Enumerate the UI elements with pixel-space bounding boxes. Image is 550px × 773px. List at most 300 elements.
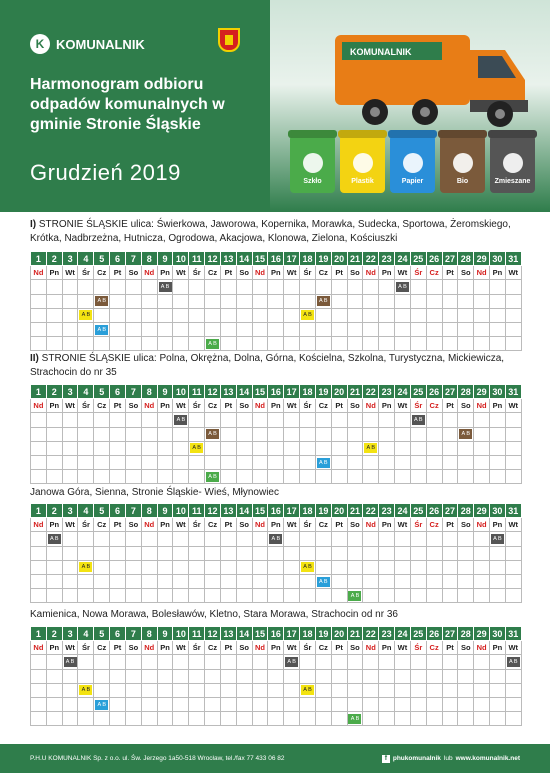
weekday: Wt bbox=[395, 518, 411, 532]
schedule-cell bbox=[252, 683, 268, 697]
schedule-cell bbox=[189, 337, 205, 351]
schedule-cell bbox=[189, 441, 205, 455]
schedule-cell bbox=[315, 322, 331, 336]
schedule-table-1 bbox=[30, 384, 522, 484]
schedule-cell bbox=[379, 712, 395, 726]
schedule-cell bbox=[410, 683, 426, 697]
weekday: Pt bbox=[331, 641, 347, 655]
pickup-tag-pl: A B bbox=[79, 310, 92, 320]
schedule-cell bbox=[62, 455, 78, 469]
day-number: 17 bbox=[284, 504, 300, 518]
pickup-tag-pl: A B bbox=[79, 562, 92, 572]
schedule-cell bbox=[220, 427, 236, 441]
schedule-cell bbox=[426, 280, 442, 294]
schedule-cell bbox=[78, 655, 94, 669]
weekday: So bbox=[347, 518, 363, 532]
weekday: Wt bbox=[62, 266, 78, 280]
schedule-cell bbox=[110, 337, 126, 351]
schedule-cell bbox=[173, 589, 189, 603]
schedule-cell bbox=[252, 441, 268, 455]
weekday: So bbox=[125, 399, 141, 413]
day-number: 21 bbox=[347, 504, 363, 518]
weekday: Pn bbox=[46, 641, 62, 655]
schedule-cell bbox=[205, 322, 221, 336]
collection-row bbox=[31, 589, 522, 603]
schedule-cell bbox=[395, 413, 411, 427]
day-number: 27 bbox=[442, 627, 458, 641]
schedule-cell bbox=[284, 294, 300, 308]
day-number: 6 bbox=[110, 252, 126, 266]
schedule-cell bbox=[474, 413, 490, 427]
weekday: Nd bbox=[363, 266, 379, 280]
schedule-cell bbox=[505, 337, 521, 351]
schedule-cell bbox=[157, 574, 173, 588]
schedule-cell bbox=[141, 322, 157, 336]
day-number: 10 bbox=[173, 627, 189, 641]
schedule-cell bbox=[379, 589, 395, 603]
schedule-cell bbox=[347, 532, 363, 546]
pickup-tag-sz: A B bbox=[348, 591, 361, 601]
weekday: Śr bbox=[189, 641, 205, 655]
day-number: 27 bbox=[442, 252, 458, 266]
weekday: So bbox=[236, 518, 252, 532]
schedule-cell bbox=[125, 560, 141, 574]
schedule-cell bbox=[442, 427, 458, 441]
weekday: So bbox=[458, 518, 474, 532]
schedule-cell bbox=[315, 683, 331, 697]
schedule-cell bbox=[426, 470, 442, 484]
schedule-cell bbox=[94, 669, 110, 683]
header-banner bbox=[0, 0, 550, 212]
schedule-cell bbox=[220, 441, 236, 455]
schedule-cell bbox=[46, 280, 62, 294]
day-number: 21 bbox=[347, 627, 363, 641]
schedule-cell bbox=[141, 308, 157, 322]
schedule-cell bbox=[157, 697, 173, 711]
schedule-cell bbox=[505, 669, 521, 683]
schedule-cell bbox=[189, 546, 205, 560]
day-number: 14 bbox=[236, 504, 252, 518]
day-number: 30 bbox=[490, 385, 506, 399]
section-title-2 bbox=[30, 486, 525, 500]
schedule-cell bbox=[62, 470, 78, 484]
bin-lid bbox=[288, 130, 337, 138]
schedule-cell bbox=[490, 669, 506, 683]
day-number: 29 bbox=[474, 385, 490, 399]
schedule-cell bbox=[205, 532, 221, 546]
weekday: Nd bbox=[31, 518, 47, 532]
day-number: 7 bbox=[125, 627, 141, 641]
schedule-cell bbox=[442, 655, 458, 669]
schedule-cell bbox=[31, 683, 47, 697]
schedule-cell bbox=[315, 427, 331, 441]
schedule-cell bbox=[284, 683, 300, 697]
schedule-cell bbox=[300, 574, 316, 588]
schedule-cell bbox=[363, 337, 379, 351]
schedule-cell bbox=[284, 455, 300, 469]
schedule-cell bbox=[220, 322, 236, 336]
day-number: 9 bbox=[157, 504, 173, 518]
schedule-cell bbox=[220, 308, 236, 322]
weekday: Śr bbox=[189, 518, 205, 532]
schedule-cell bbox=[442, 574, 458, 588]
schedule-cell bbox=[395, 560, 411, 574]
weekday: Cz bbox=[205, 399, 221, 413]
schedule-cell bbox=[331, 655, 347, 669]
day-number: 12 bbox=[205, 252, 221, 266]
schedule-cell bbox=[94, 322, 110, 336]
schedule-cell bbox=[474, 712, 490, 726]
day-number: 16 bbox=[268, 385, 284, 399]
bin-lid bbox=[388, 130, 437, 138]
weekday: Nd bbox=[31, 641, 47, 655]
weekday: Pn bbox=[268, 266, 284, 280]
schedule-cell bbox=[300, 455, 316, 469]
weekday: Pt bbox=[331, 518, 347, 532]
weekday: Nd bbox=[363, 399, 379, 413]
day-number: 20 bbox=[331, 385, 347, 399]
schedule-cell bbox=[110, 560, 126, 574]
schedule-cell bbox=[141, 546, 157, 560]
bin-label: Plastik bbox=[351, 178, 374, 185]
schedule-cell bbox=[141, 470, 157, 484]
schedule-cell bbox=[331, 589, 347, 603]
schedule-cell bbox=[426, 546, 442, 560]
schedule-cell bbox=[379, 441, 395, 455]
schedule-cell bbox=[46, 697, 62, 711]
section-title-1 bbox=[30, 352, 525, 380]
schedule-cell bbox=[110, 589, 126, 603]
schedule-cell bbox=[300, 712, 316, 726]
schedule-cell bbox=[331, 441, 347, 455]
schedule-cell bbox=[220, 697, 236, 711]
schedule-cell bbox=[505, 712, 521, 726]
schedule-cell bbox=[141, 337, 157, 351]
schedule-cell bbox=[379, 322, 395, 336]
schedule-cell bbox=[205, 669, 221, 683]
bin-4 bbox=[490, 135, 535, 193]
schedule-cell bbox=[395, 441, 411, 455]
day-number: 10 bbox=[173, 504, 189, 518]
schedule-cell bbox=[315, 546, 331, 560]
website-link[interactable]: www.komunalnik.net bbox=[455, 755, 520, 762]
schedule-cell bbox=[141, 427, 157, 441]
day-number: 23 bbox=[379, 385, 395, 399]
schedule-cell bbox=[474, 669, 490, 683]
schedule-cell bbox=[505, 308, 521, 322]
schedule-cell bbox=[379, 697, 395, 711]
schedule-cell bbox=[205, 683, 221, 697]
weekday: Śr bbox=[300, 266, 316, 280]
day-number: 28 bbox=[458, 385, 474, 399]
schedule-cell bbox=[268, 455, 284, 469]
weekday: So bbox=[458, 641, 474, 655]
pickup-tag-pl: A B bbox=[190, 443, 203, 453]
schedule-cell bbox=[157, 322, 173, 336]
schedule-cell bbox=[410, 308, 426, 322]
weekday: Nd bbox=[474, 518, 490, 532]
schedule-cell bbox=[157, 712, 173, 726]
schedule-cell bbox=[94, 683, 110, 697]
day-number: 14 bbox=[236, 385, 252, 399]
weekday: Śr bbox=[300, 399, 316, 413]
schedule-cell bbox=[505, 413, 521, 427]
day-number: 18 bbox=[300, 627, 316, 641]
schedule-cell bbox=[379, 532, 395, 546]
schedule-cell bbox=[110, 470, 126, 484]
schedule-cell bbox=[426, 712, 442, 726]
schedule-cell bbox=[331, 322, 347, 336]
schedule-cell bbox=[505, 294, 521, 308]
schedule-cell bbox=[189, 280, 205, 294]
day-number: 8 bbox=[141, 252, 157, 266]
weekday: Pt bbox=[442, 518, 458, 532]
weekday: Wt bbox=[284, 641, 300, 655]
schedule-cell bbox=[426, 413, 442, 427]
schedule-cell bbox=[268, 669, 284, 683]
facebook-handle[interactable]: phukomunalnik bbox=[392, 755, 441, 762]
schedule-cell bbox=[46, 574, 62, 588]
schedule-cell bbox=[347, 683, 363, 697]
weekday: Nd bbox=[252, 518, 268, 532]
schedule-cell bbox=[300, 308, 316, 322]
weekday: Nd bbox=[141, 399, 157, 413]
schedule-cell bbox=[474, 470, 490, 484]
schedule-cell bbox=[363, 413, 379, 427]
pickup-tag-pa: A B bbox=[317, 458, 330, 468]
schedule-cell bbox=[94, 280, 110, 294]
schedule-cell bbox=[141, 280, 157, 294]
pickup-tag-pl: A B bbox=[364, 443, 377, 453]
schedule-cell bbox=[189, 655, 205, 669]
weekday: Nd bbox=[252, 641, 268, 655]
schedule-cell bbox=[125, 683, 141, 697]
schedule-cell bbox=[31, 712, 47, 726]
schedule-cell bbox=[347, 322, 363, 336]
schedule-cell bbox=[300, 322, 316, 336]
weekday: Śr bbox=[78, 641, 94, 655]
schedule-cell bbox=[442, 280, 458, 294]
schedule-cell bbox=[78, 294, 94, 308]
weekday: Pt bbox=[220, 266, 236, 280]
weekday: Pt bbox=[220, 518, 236, 532]
schedule-cell bbox=[347, 441, 363, 455]
schedule-cell bbox=[395, 697, 411, 711]
day-number: 30 bbox=[490, 504, 506, 518]
schedule-cell bbox=[490, 470, 506, 484]
schedule-cell bbox=[284, 308, 300, 322]
pickup-tag-zm: A B bbox=[64, 657, 77, 667]
schedule-cell bbox=[474, 441, 490, 455]
collection-row bbox=[31, 546, 522, 560]
schedule-cell bbox=[395, 669, 411, 683]
day-number: 14 bbox=[236, 252, 252, 266]
day-number: 2 bbox=[46, 627, 62, 641]
schedule-cell bbox=[426, 308, 442, 322]
schedule-cell bbox=[205, 280, 221, 294]
day-number: 18 bbox=[300, 504, 316, 518]
bin-label: Szkło bbox=[303, 178, 322, 185]
schedule-cell bbox=[284, 697, 300, 711]
schedule-cell bbox=[300, 589, 316, 603]
schedule-cell bbox=[157, 532, 173, 546]
schedule-cell bbox=[205, 413, 221, 427]
schedule-cell bbox=[78, 589, 94, 603]
schedule-cell bbox=[474, 697, 490, 711]
schedule-cell bbox=[505, 455, 521, 469]
schedule-cell bbox=[141, 532, 157, 546]
day-number: 5 bbox=[94, 504, 110, 518]
day-number: 19 bbox=[315, 385, 331, 399]
schedule-cell bbox=[442, 546, 458, 560]
company-address: P.H.U KOMUNALNIK Sp. z o.o. ul. Św. Jerzego 1a50-518 Wrocław, tel./fax 77 433 06 82 bbox=[30, 755, 285, 762]
schedule-cell bbox=[62, 712, 78, 726]
schedule-cell bbox=[110, 308, 126, 322]
day-number: 11 bbox=[189, 252, 205, 266]
schedule-cell bbox=[236, 427, 252, 441]
schedule-cell bbox=[426, 655, 442, 669]
schedule-cell bbox=[347, 655, 363, 669]
schedule-cell bbox=[220, 280, 236, 294]
schedule-cell bbox=[300, 532, 316, 546]
day-number: 15 bbox=[252, 252, 268, 266]
day-number: 26 bbox=[426, 504, 442, 518]
schedule-cell bbox=[490, 308, 506, 322]
schedule-cell bbox=[331, 337, 347, 351]
day-number: 19 bbox=[315, 627, 331, 641]
schedule-cell bbox=[426, 669, 442, 683]
day-number: 5 bbox=[94, 627, 110, 641]
schedule-cell bbox=[94, 294, 110, 308]
schedule-cell bbox=[189, 427, 205, 441]
schedule-cell bbox=[236, 322, 252, 336]
schedule-cell bbox=[31, 560, 47, 574]
day-number-row bbox=[31, 504, 522, 518]
schedule-cell bbox=[395, 280, 411, 294]
schedule-cell bbox=[490, 337, 506, 351]
day-number: 10 bbox=[173, 385, 189, 399]
schedule-cell bbox=[379, 655, 395, 669]
day-number: 11 bbox=[189, 385, 205, 399]
schedule-cell bbox=[426, 532, 442, 546]
schedule-cell bbox=[315, 669, 331, 683]
pickup-tag-zm: A B bbox=[48, 534, 61, 544]
schedule-cell bbox=[458, 413, 474, 427]
schedule-cell bbox=[236, 697, 252, 711]
schedule-cell bbox=[220, 712, 236, 726]
schedule-cell bbox=[31, 655, 47, 669]
schedule-cell bbox=[157, 683, 173, 697]
schedule-cell bbox=[268, 294, 284, 308]
schedule-cell bbox=[268, 470, 284, 484]
schedule-cell bbox=[110, 546, 126, 560]
garbage-truck-icon bbox=[330, 20, 535, 135]
pickup-tag-pl: A B bbox=[301, 562, 314, 572]
day-number: 4 bbox=[78, 385, 94, 399]
schedule-cell bbox=[78, 697, 94, 711]
schedule-cell bbox=[410, 294, 426, 308]
weekday: Pt bbox=[110, 266, 126, 280]
schedule-cell bbox=[284, 280, 300, 294]
section-streets: STRONIE ŚLĄSKIE ulica: Polna, Okrężna, Dolna, Górna, Kościelna, Szkolna, Turystyczna, Mickiewicza, Strachocin do nr 35 bbox=[30, 353, 505, 378]
schedule-cell bbox=[363, 589, 379, 603]
section-prefix: I) bbox=[30, 219, 37, 230]
schedule-cell bbox=[94, 589, 110, 603]
schedule-table-2 bbox=[30, 503, 522, 603]
schedule-cell bbox=[78, 560, 94, 574]
pickup-tag-pl: A B bbox=[79, 685, 92, 695]
weekday: Pt bbox=[220, 641, 236, 655]
schedule-cell bbox=[379, 427, 395, 441]
day-number: 5 bbox=[94, 385, 110, 399]
schedule-cell bbox=[94, 337, 110, 351]
weekday: Wt bbox=[173, 399, 189, 413]
schedule-cell bbox=[220, 532, 236, 546]
schedule-cell bbox=[268, 560, 284, 574]
schedule-cell bbox=[474, 427, 490, 441]
schedule-cell bbox=[62, 574, 78, 588]
schedule-cell bbox=[395, 337, 411, 351]
schedule-cell bbox=[78, 712, 94, 726]
day-number: 25 bbox=[410, 627, 426, 641]
day-number: 11 bbox=[189, 627, 205, 641]
weekday: Wt bbox=[505, 518, 521, 532]
schedule-cell bbox=[442, 470, 458, 484]
schedule-cell bbox=[379, 546, 395, 560]
schedule-cell bbox=[189, 560, 205, 574]
day-number: 24 bbox=[395, 385, 411, 399]
day-number: 30 bbox=[490, 627, 506, 641]
day-number: 16 bbox=[268, 627, 284, 641]
bin-0 bbox=[290, 135, 335, 193]
schedule-cell bbox=[205, 455, 221, 469]
schedule-cell bbox=[315, 294, 331, 308]
schedule-cell bbox=[94, 455, 110, 469]
weekday: Wt bbox=[395, 266, 411, 280]
schedule-cell bbox=[157, 294, 173, 308]
weekday: Nd bbox=[141, 266, 157, 280]
weekday: Wt bbox=[505, 641, 521, 655]
schedule-cell bbox=[442, 683, 458, 697]
schedule-cell bbox=[315, 560, 331, 574]
schedule-cell bbox=[110, 574, 126, 588]
schedule-cell bbox=[189, 683, 205, 697]
schedule-cell bbox=[442, 308, 458, 322]
day-number: 4 bbox=[78, 627, 94, 641]
collection-row bbox=[31, 532, 522, 546]
day-number: 13 bbox=[220, 252, 236, 266]
schedule-cell bbox=[331, 532, 347, 546]
schedule-cell bbox=[110, 280, 126, 294]
schedule-cell bbox=[205, 294, 221, 308]
schedule-cell bbox=[62, 441, 78, 455]
schedule-cell bbox=[458, 470, 474, 484]
schedule-cell bbox=[157, 655, 173, 669]
day-number: 3 bbox=[62, 627, 78, 641]
schedule-cell bbox=[268, 413, 284, 427]
schedule-cell bbox=[125, 655, 141, 669]
facebook-icon: f bbox=[382, 755, 390, 763]
schedule-cell bbox=[78, 546, 94, 560]
schedule-cell bbox=[205, 712, 221, 726]
schedule-cell bbox=[315, 337, 331, 351]
day-number: 4 bbox=[78, 252, 94, 266]
schedule-cell bbox=[300, 655, 316, 669]
schedule-cell bbox=[284, 441, 300, 455]
day-number: 16 bbox=[268, 504, 284, 518]
weekday: Pn bbox=[157, 518, 173, 532]
day-number: 31 bbox=[505, 627, 521, 641]
